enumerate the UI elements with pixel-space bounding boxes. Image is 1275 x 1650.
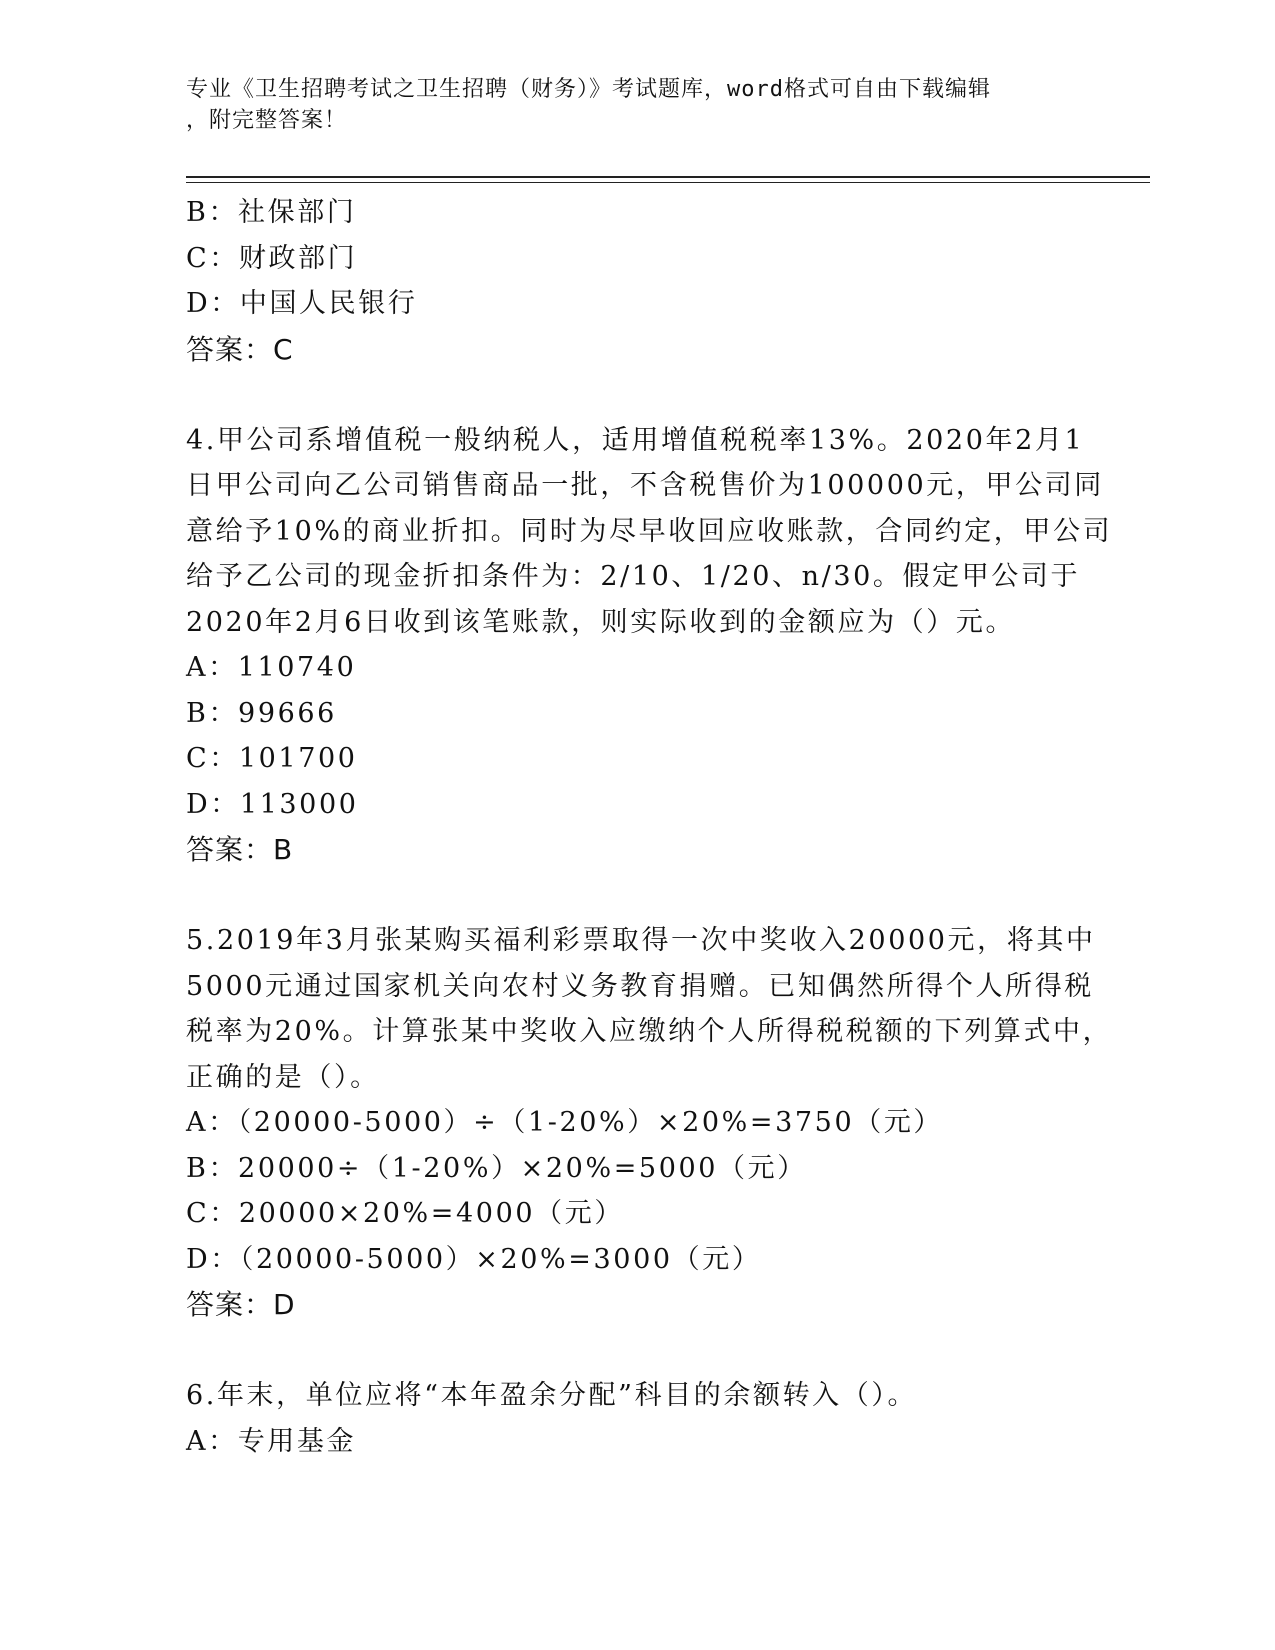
question-5 bbox=[186, 918, 1113, 1328]
question-stem-line: 税率为20%。计算张某中奖收入应缴纳个人所得税税额的下列算式中， bbox=[186, 1016, 1113, 1047]
header-divider-thick bbox=[186, 176, 1150, 178]
question-content bbox=[186, 190, 1113, 1464]
question-spacer bbox=[186, 1328, 1086, 1374]
question-stem-line: 2020年2月6日收到该笔账款，则实际收到的金额应为（）元。 bbox=[186, 606, 1016, 638]
option-c: C：财政部门 bbox=[186, 242, 358, 274]
option-a: A：110740 bbox=[186, 652, 357, 683]
option-c: C：101700 bbox=[186, 743, 358, 774]
question-6 bbox=[186, 1373, 1086, 1464]
question-spacer bbox=[186, 873, 1086, 919]
option-d: D：（20000-5000）×20%=3000（元） bbox=[186, 1243, 762, 1275]
question-stem-line: 5.2019年3月张某购买福利彩票取得一次中奖收入20000元，将其中 bbox=[186, 925, 1096, 956]
option-c: C：20000×20%=4000（元） bbox=[186, 1198, 624, 1229]
question-stem-line: 日甲公司向乙公司销售商品一批，不含税售价为100000元，甲公司同 bbox=[186, 470, 1104, 501]
question-stem-line: 正确的是（）。 bbox=[186, 1061, 380, 1093]
question-spacer bbox=[186, 372, 1086, 418]
answer-line: 答案：C bbox=[186, 332, 294, 366]
question-stem-line: 6.年末，单位应将“本年盈余分配”科目的余额转入（）。 bbox=[186, 1380, 918, 1411]
question-3-continued bbox=[186, 190, 1086, 372]
option-b: B：20000÷（1-20%）×20%=5000（元） bbox=[186, 1152, 807, 1184]
answer-line: 答案：D bbox=[186, 1288, 296, 1321]
header-title-line-1: 专业《卫生招聘考试之卫生招聘（财务）》考试题库，word格式可自由下载编辑 bbox=[186, 77, 991, 102]
document-header bbox=[186, 74, 1066, 136]
question-stem-line: 4.甲公司系增值税一般纳税人，适用增值税税率13%。2020年2月1 bbox=[186, 424, 1085, 456]
option-b: B：社保部门 bbox=[186, 197, 357, 228]
answer-line: 答案：B bbox=[186, 833, 294, 866]
header-title-line-2: ，附完整答案！ bbox=[186, 108, 348, 133]
question-stem-line: 5000元通过国家机关向农村义务教育捐赠。已知偶然所得个人所得税 bbox=[186, 970, 1094, 1002]
option-d: D：中国人民银行 bbox=[186, 288, 418, 319]
option-a: A：专用基金 bbox=[186, 1425, 357, 1457]
question-4 bbox=[186, 418, 1113, 873]
question-stem-line: 意给予10%的商业折扣。同时为尽早收回应收账款，合同约定，甲公司 bbox=[186, 515, 1113, 547]
question-stem-line: 给予乙公司的现金折扣条件为：2/10、1/20、n/30。假定甲公司于 bbox=[186, 561, 1081, 592]
option-b: B：99666 bbox=[186, 697, 337, 729]
option-d: D：113000 bbox=[186, 788, 359, 820]
header-divider-thin bbox=[186, 182, 1150, 183]
option-a: A：（20000-5000）÷（1-20%）×20%=3750（元） bbox=[186, 1107, 944, 1138]
